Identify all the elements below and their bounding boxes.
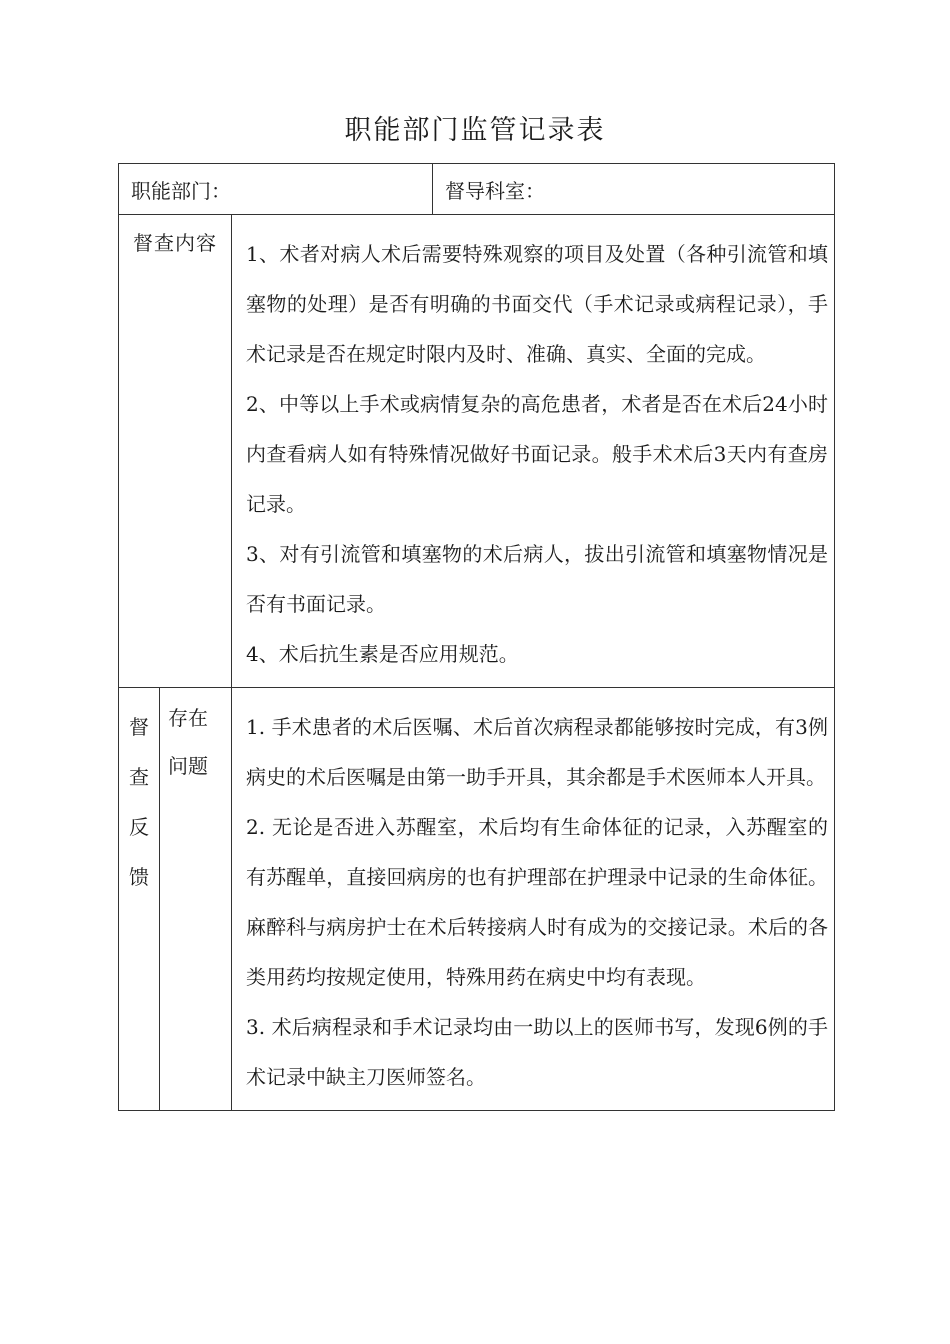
feedback-label-char: 查 [129,765,149,789]
inspection-item: 3、对有引流管和填塞物的术后病人，拔出引流管和填塞物情况是否有书面记录。 [246,542,829,616]
document-title: 职能部门监管记录表 [344,115,606,146]
inspection-item: 4、术后抗生素是否应用规范。 [246,642,519,666]
header-row [119,164,835,215]
inspection-item: 1、术者对病人术后需要特殊观察的项目及处置（各种引流管和填塞物的处理）是否有明确的书面交代（手术记录或病程记录），手术记录是否在规定时限内及时、准确、真实、全面的完成。 [246,242,829,366]
record-table [118,163,835,1111]
department-field[interactable] [119,164,433,215]
inspection-content-body [232,215,835,688]
feedback-row [119,688,835,1111]
feedback-label-char: 反 [129,815,149,839]
feedback-label-char: 督 [129,715,149,739]
feedback-label [119,688,160,1111]
problems-body [232,688,835,1111]
inspection-content-row [119,215,835,688]
problem-item: 3. 术后病程录和手术记录均由一助以上的医师书写，发现6例的手术记录中缺主刀医师签名。 [246,1015,829,1089]
inspection-content-label: 督查内容 [119,215,232,688]
problem-item: 1. 手术患者的术后医嘱、术后首次病程录都能够按时完成，有3例病史的术后医嘱是由第一助手开具，其余都是手术医师本人开具。 [246,715,829,789]
supervised-department-label: 督导科室： [445,178,546,203]
department-label: 职能部门： [131,178,231,203]
supervised-department-field[interactable] [433,164,835,215]
problems-label: 存在问题 [160,688,232,1111]
problem-item: 2. 无论是否进入苏醒室，术后均有生命体征的记录，入苏醒室的有苏醒单，直接回病房的也有护理部在护理录中记录的生命体征。麻醉科与病房护士在术后转接病人时有成为的交接记录。术后的各类用药均按规定使用，特殊用药在病史中均有表现。 [246,815,829,989]
inspection-item: 2、中等以上手术或病情复杂的高危患者，术者是否在术后24小时内查看病人如有特殊情况做好书面记录。般手术术后3天内有查房记录。 [246,392,829,516]
feedback-label-char: 馈 [129,865,149,889]
